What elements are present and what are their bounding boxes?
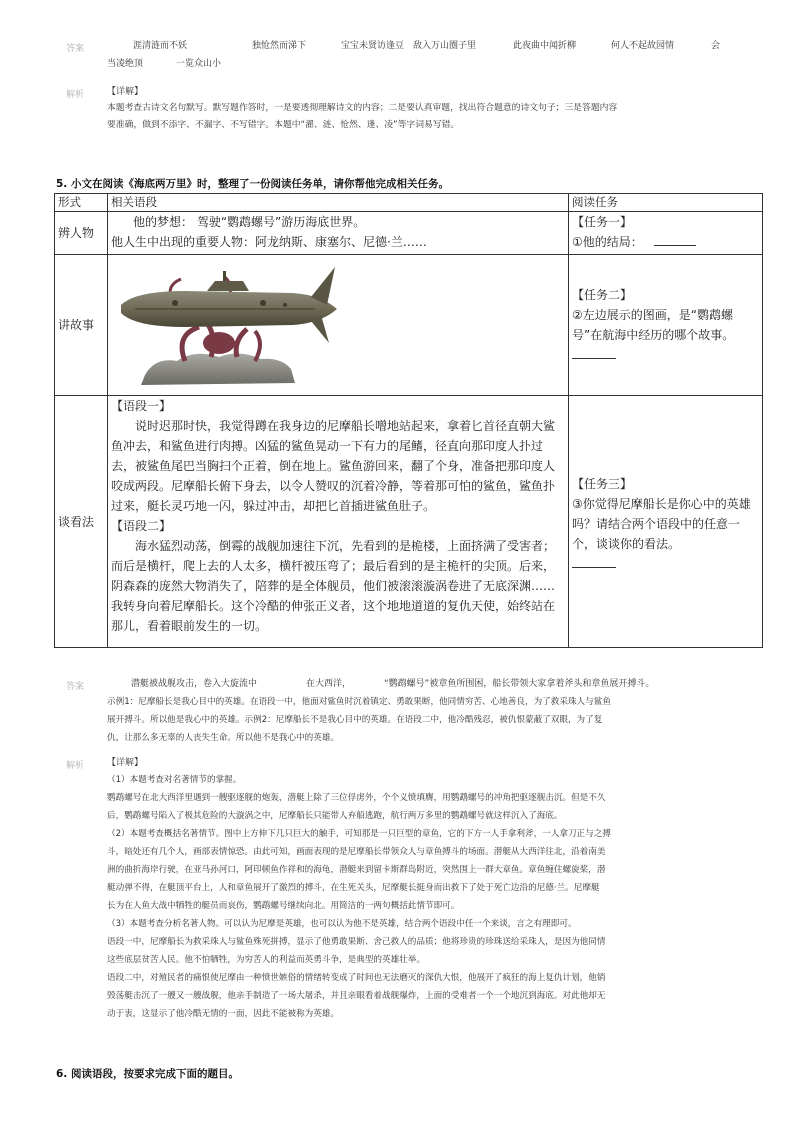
analysis-line: （3）本题考查分析名著人物。可以认为尼摩是英雄，也可以认为他不是英雄，结合两个语段中任一个来谈，言之有理即可。 xyxy=(107,919,577,929)
form-discuss-view: 谈看法 xyxy=(55,396,108,648)
answer-item: 一览众山小 xyxy=(176,59,222,69)
answer-tag: 答案 xyxy=(66,44,85,54)
analysis-line: （2）本题考查概括名著情节。图中上方伸下几只巨大的触手，可知那是一只巨型的章鱼，它的下方一人手拿利斧，一人拿刀正与之搏 xyxy=(107,829,611,839)
analysis-line: 动于衷，这显示了他冷酷无情的一面，因此不能被称为英雄。 xyxy=(107,1009,340,1019)
analysis-tag: 解析 xyxy=(66,90,85,100)
form-tell-story: 讲故事 xyxy=(55,255,108,396)
task2-answer-blank[interactable] xyxy=(572,346,616,359)
analysis-line: 这些底层贫苦人民。他不怕牺牲，为穷苦人的利益而英勇斗争，是典型的英雄壮举。 xyxy=(107,955,425,965)
answer-part: 在大西洋， xyxy=(306,679,352,689)
task3-text: ③你觉得尼摩船长是你心中的英雄吗？请结合两个语段中的任意一个，谈谈你的看法。 xyxy=(572,496,751,551)
analysis-line: 语段二中，对殖民者的痛恨使尼摩由一种愤世嫉俗的情绪转变成了时间也无法磨灭的深仇大恨，他展开了疯狂的海上复仇计划，他销 xyxy=(107,973,606,983)
header-task: 阅读任务 xyxy=(569,194,763,212)
form-identify-character: 辨人物 xyxy=(55,212,108,255)
answer-item: 宝宝未贤访逢豆 xyxy=(341,41,405,51)
answer-line: 展开搏斗。所以他是我心中的英雄。示例2：尼摩船长不是我心目中的英雄。在语段二中，他冷酷残忍，被仇恨蒙蔽了双眼，为了复 xyxy=(107,715,603,725)
analysis-line: 长为在人鱼大战中牺牲的艇员而哀伤，鹦鹉螺号继续向北。用简洁的一两句概括此情节即可。 xyxy=(107,901,460,911)
reading-task-table xyxy=(54,193,763,648)
analysis-line: 毁荡艇击沉了一艘又一艘战舰，他亲手制造了一场大屠杀，并且亲眼看着战舰爆炸，上面的受难者一个一个地沉到海底。对此他却无 xyxy=(107,991,606,1001)
header-passage: 相关语段 xyxy=(108,194,569,212)
answer-item: 涯清涟而不妖 xyxy=(133,41,188,51)
answer-line: 仇，让那么多无辜的人丧失生命。所以他不是我心中的英雄。 xyxy=(107,733,340,743)
segment1-label: 【语段一】 xyxy=(111,399,172,413)
analysis-line: 斗，暗处还有几个人，画部表情惊恐。由此可知，画面表现的是尼摩船长带领众人与章鱼搏斗的场面。潜艇从大西洋往北，沿着南美 xyxy=(107,847,606,857)
analysis-line: 要准确，做到不添字、不漏字、不写错字。本题中“濯、涟、怆然、逢、凌”等字词易写错。 xyxy=(107,120,460,130)
answer-item: 当凌绝顶 xyxy=(107,59,144,69)
answer-item: 何人不起故园情 xyxy=(611,41,675,51)
passage-dream: 他的梦想： 驾驶“鹦鹉螺号”游历海底世界。 xyxy=(133,215,366,229)
answer-tag: 答案 xyxy=(66,682,85,692)
analysis-tag: 解析 xyxy=(66,761,85,771)
answer-item: 独怆然而涕下 xyxy=(252,41,307,51)
task1-text: ①他的结局： xyxy=(572,235,643,249)
task2-label: 【任务二】 xyxy=(572,288,633,302)
task3-answer-blank[interactable] xyxy=(572,555,616,568)
answer-part: 潜艇被战舰攻击，卷入大旋流中 xyxy=(131,679,258,689)
segment1-text: 说时迟那时快，我觉得蹲在我身边的尼摩船长噌地站起来，拿着匕首径直朝大鲨鱼冲去，和鲨鱼进行肉搏。凶猛的鲨鱼晃动一下有力的尾鳍，径直向那印度人扑过去，被鲨鱼尾巴当胸扫个正着，倒在地上。鲨鱼游回来，翻了个身，准备把那印度人咬成两段。尼摩船长俯下身去，以令人赞叹的沉着冷静，等着那可怕的鲨鱼，鲨鱼扑过来，艇长灵巧地一闪，躲过冲击，却把匕首插进鲨鱼肚子。 xyxy=(111,419,556,513)
answer-item: 会 xyxy=(711,41,721,51)
header-form: 形式 xyxy=(55,194,108,212)
analysis-line: 语段一中，尼摩船长为救采珠人与鲨鱼殊死拼搏，显示了他勇敢果断、舍己救人的品质；他将珍贵的珍珠送给采珠人，是因为他同情 xyxy=(107,937,606,947)
task2-text: ②左边展示的图画，是“鹦鹉螺号”在航海中经历的哪个故事。 xyxy=(572,308,735,342)
detail-label: 【详解】 xyxy=(107,87,144,97)
segment2-text: 海水猛烈动荡，倒霉的战舰加速往下沉，先看到的是桅楼，上面挤满了受害者；而后是横杆，爬上去的人太多，横杆被压弯了；最后看到的是主桅杆的尖顶。后来，阴森森的庞然大物消失了，陪葬的是全体舰员，他们被滚滚漩涡卷进了无底深渊……我转身向着尼摩船长。这个冷酷的伸张正义者，这个地地道道的复仇天使，始终站在那儿，看着眼前发生的一切。 xyxy=(111,539,556,633)
analysis-line: 后，鹦鹉螺号陷入了极其危险的大漩涡之中，尼摩船长只能带人弃船逃跑，航行两万多里的鹦鹉螺号就这样沉入了海底。 xyxy=(107,811,563,821)
answer-item: 敌入万山圈子里 xyxy=(413,41,477,51)
task1-label: 【任务一】 xyxy=(572,215,633,229)
question-title: 5. 小文在阅读《海底两万里》时，整理了一份阅读任务单，请你帮他完成相关任务。 xyxy=(56,178,449,190)
answer-part: “鹦鹉螺号”被章鱼所围困，船长带领大家拿着斧头和章鱼展开搏斗。 xyxy=(384,679,655,689)
next-question-title: 6. 阅读语段，按要求完成下面的题目。 xyxy=(56,1068,239,1080)
analysis-line: （1）本题考查对名著情节的掌握。 xyxy=(107,775,242,785)
nautilus-squid-illustration xyxy=(115,257,339,389)
analysis-line: 本题考查古诗文名句默写。默写题作答时，一是要透彻理解诗文的内容；二是要认真审题，找出符合题意的诗文句子；三是答题内容 xyxy=(107,103,618,113)
analysis-line: 艇动弹不得，在艇顶平台上，人和章鱼展开了激烈的搏斗，在生死关头，尼摩艇长挺身而出救下了处于死亡边沿的尼德·兰。尼摩艇 xyxy=(107,883,600,893)
passage-people: 他人生中出现的重要人物：阿龙纳斯、康塞尔、尼德·兰…… xyxy=(111,235,427,249)
answer-item: 此夜曲中闻折柳 xyxy=(513,41,577,51)
segment2-label: 【语段二】 xyxy=(111,519,172,533)
analysis-line: 鹦鹉螺号在北大西洋里遇到一艘驱逐舰的炮轰，潜艇上除了三位俘虏外，个个义愤填膺，用鹦鹉螺号的冲角把驱逐舰击沉。但是不久 xyxy=(107,793,606,803)
answer-line: 示例1：尼摩船长是我心目中的英雄。在语段一中，他面对鲨鱼时沉着镇定、勇敢果断，他同情穷苦、心地善良，为了救采珠人与鲨鱼 xyxy=(107,697,611,707)
detail-label: 【详解】 xyxy=(107,758,144,768)
analysis-line: 洲的曲折海岸行驶，在亚马孙河口，阿印顿鱼作祥和的海龟，潜艇来到留卡斯群岛附近，突然围上一群大章鱼。章鱼缠住螺旋桨，潜 xyxy=(107,865,606,875)
task1-answer-blank[interactable] xyxy=(654,233,696,246)
task3-label: 【任务三】 xyxy=(572,476,633,491)
